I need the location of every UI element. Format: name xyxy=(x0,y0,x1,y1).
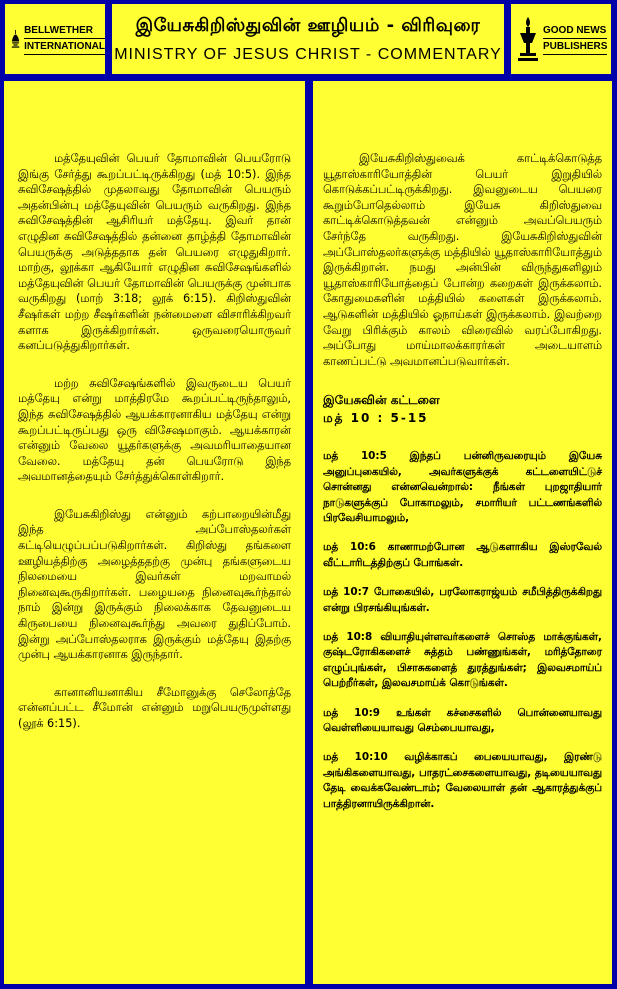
left-paragraph-1: மத்தேயுவின் பெயர் தோமாவின் பெயரோடு இங்கு சேர்த்து கூறப்பட்டிருக்கிறது (மத் 10:5). இந்த சுவிசேஷத்தில் முதலாவது தோமாவின் பெயரும் அதன்பின்பு மத்தேயுவின் பெயரும் வருகிறது. இந்த சுவிசேஷத்தின் ஆசிரியர் மத்தேயு. இவர் தான் எழுதின சுவிசேஷத்தில் தன்னை தாழ்த்தி தோமாவின் பெயருக்கு அடுத்ததாக தன் பெயரை எழுதுகிறார். மாற்கு, லூக்கா ஆகியோர் எழுதின சுவிசேஷங்களில் மத்தேயுவின் பெயர் தோமாவின் பெயருக்கு முன்பாக வருகிறது (மாற் 3:18; லூக் 6:15). கிறிஸ்துவின் சீஷர்கள் மற்ற சீஷர்களின் நன்மைளை விசாரிக்கிறவர் களாக இருக்கிறார்கள். ஒருவரையொருவர் கனப்படுத்துகிறார்கள். xyxy=(18,152,291,353)
header-bar xyxy=(3,2,613,76)
good-news-logo-line1: GOOD NEWS xyxy=(543,23,607,39)
verse-10-10: மத் 10:10 வழிக்காகப் பையையாவது, இரண்டு அங்கிகளையாவது, பாதரட்சைகளையாவது, தடியையாவது தேடி வைக்கவேண்டாம்; வேலையாள் தன் ஆகாரத்துக்குப் பாத்திரனாயிருக்கிறான். xyxy=(323,751,602,810)
left-column xyxy=(3,80,306,985)
good-news-logo-text xyxy=(543,23,607,55)
lamp-icon xyxy=(517,15,539,63)
section-title: இயேசுவின் கட்டளை xyxy=(323,393,440,408)
left-paragraph-2: மற்ற சுவிசேஷங்களில் இவருடைய பெயர் மத்தேயு என்று மாத்திரமே கூறப்பட்டிருந்தாலும், இந்த சுவிசேஷத்தில் ஆயக்காரனாகிய மத்தேயு என்று கூறப்பட்டிருப்பது ஒரு விசேஷமாகும். ஆயக்காரன் என்னும் வேலை யூதர்களுக்கு அவமரியாதையான வேலை. மத்தேயு தன் பெயரோடு இந்த அவமானத்தையும் சேர்த்துக்கொள்கிறார். xyxy=(18,376,291,484)
left-paragraph-3: இயேசுகிறிஸ்து என்னும் கற்பாறையின்மீது இந்த அப்போஸ்தலர்கள் கட்டியெழுப்பப்படுகிறார்கள். கிறிஸ்து தங்களை ஊழியத்திற்கு அழைத்ததற்கு முன்பு தங்களுடைய நிலமையை இவர்கள் மறவாமல் நினைவுகூருகிறார்கள். பழையதை நினைவுகூர்ந்தால் நாம் இன்று இருக்கும் நிலைக்காக தேவனுடைய கிருபையை நினைவுகூர்ந்து அவரை துதிப்போம். இன்று அப்போஸ்தலராக இருக்கும் மத்தேயு இதற்கு முன்பு ஆயக்காரனாக இருந்தார். xyxy=(18,507,291,662)
section-reference: மத் 10 : 5-15 xyxy=(323,411,429,426)
right-column xyxy=(312,80,613,985)
title-english: MINISTRY OF JESUS CHRIST - COMMENTARY xyxy=(114,45,502,63)
verse-10-7: மத் 10:7 போகையில், பரலோகராஜ்யம் சமீபித்திருக்கிறது என்று பிரசங்கியுங்கள். xyxy=(323,586,602,614)
title-tamil: இயேசுகிறிஸ்துவின் ஊழியம் - விரிவுரை xyxy=(135,14,481,36)
bellwether-logo xyxy=(3,2,107,76)
verse-10-8: மத் 10:8 வியாதியுள்ளவர்களைச் சொஸ்த மாக்குங்கள், குஷ்டரோகிகளைச் சுத்தம் பண்ணுங்கள், மரித்தோரை எழுப்புங்கள், பிசாசுகளைத் துரத்துங்கள்; இலவசமாய்ப் பெற்றீர்கள், இலவசமாய்க் கொடுங்கள். xyxy=(323,630,602,690)
title-box xyxy=(110,2,506,76)
verse-10-6: மத் 10:6 காணாமற்போன ஆடுகளாகிய இஸ்ரவேல் வீட்டாரிடத்திற்குப் போங்கள். xyxy=(323,541,602,569)
right-intro-paragraph: இயேசுகிறிஸ்துவைக் காட்டிக்கொடுத்த யூதாஸ்காரியோத்தின் பெயர் இறுதியில் கொடுக்கப்பட்டிருக்கிறது. இவனுடைய பெயரை கூறும்போதெல்லாம் இயேசு கிறிஸ்துவை காட்டிக்கொடுத்தவன் என்னும் அவப்பெயரும் சேர்ந்தே வருகிறது. இயேசுகிறிஸ்துவின் அப்போஸ்தலர்களுக்கு மத்தியில் யூதாஸ்காரியோத்தும் இருக்கிறான். நமது அன்பின் விருந்துகளிலும் யூதாஸ்காரியோத்தைப் போன்ற கறைகள் இருக்கலாம். கோதுமைகளின் மத்தியில் களைகள் இருக்கலாம். ஆடுகளின் மத்தியில் ஓநாய்கள் இருக்கலாம். இவற்றை வேறு பிரிக்கும் காலம் விரைவில் வரப்போகிறது. அப்போது மாய்மாலக்காரர்கள் அடையாளம் காணப்பட்டு அவமானப்படுவார்கள். xyxy=(323,152,602,368)
bellwether-logo-line1: BELLWETHER xyxy=(24,23,105,39)
good-news-logo-line2: PUBLISHERS xyxy=(543,39,607,55)
left-paragraph-4: கானானியனாகிய சீமோனுக்கு செலோத்தே என்னப்பட்ட சீமோன் என்னும் மறுபெயருமுள்ளது (லூக் 6:15). xyxy=(18,685,291,730)
verse-10-9: மத் 10:9 உங்கள் கச்சைகளில் பொன்னையாவது வெள்ளியையாவது செம்பையாவது, xyxy=(323,706,602,734)
bellwether-logo-text xyxy=(24,23,105,55)
bell-icon xyxy=(11,15,20,63)
section-heading xyxy=(323,391,602,427)
verse-10-5: மத் 10:5 இந்தப் பன்னிருவரையும் இயேசு அனுப்புகையில், அவர்களுக்குக் கட்டளையிட்டுச் சொன்னது என்னவென்றால்: நீங்கள் புறஜாதியார் நாடுகளுக்குப் போகாமலும், சமாரியர் பட்டணங்களில் பிரவேசியாமலும், xyxy=(323,450,602,524)
bellwether-logo-line2: INTERNATIONAL xyxy=(24,39,105,55)
good-news-logo xyxy=(509,2,613,76)
